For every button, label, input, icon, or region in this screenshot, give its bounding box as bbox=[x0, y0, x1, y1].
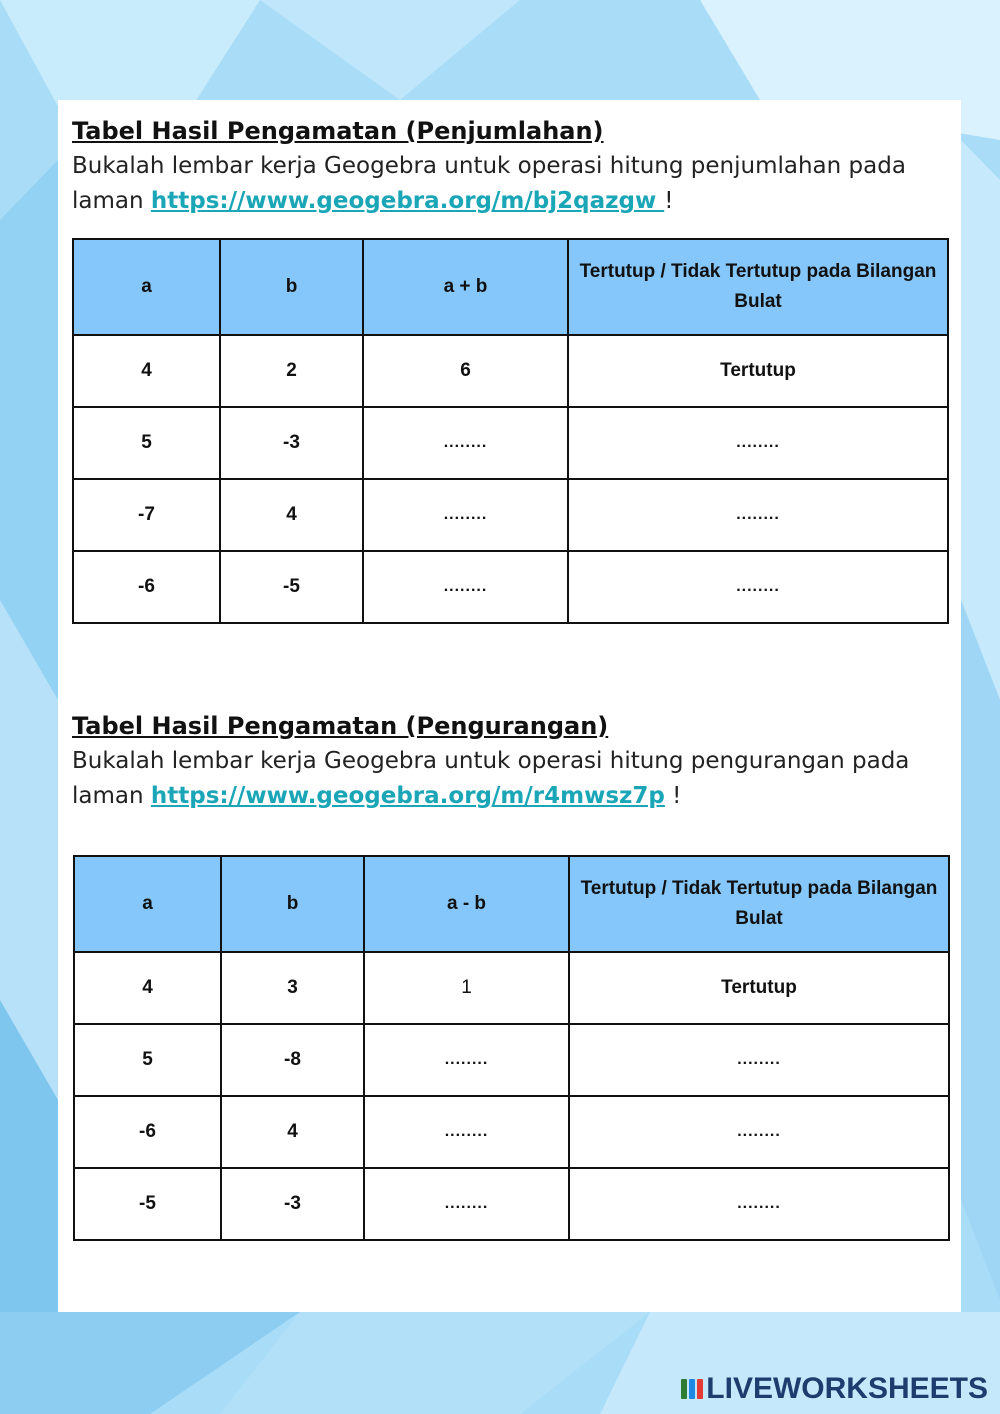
cell-b: -3 bbox=[220, 407, 363, 479]
answer-field-result[interactable]: ........ bbox=[364, 1168, 569, 1240]
answer-field-closure[interactable]: ........ bbox=[568, 551, 948, 623]
cell-b: -3 bbox=[221, 1168, 364, 1240]
section-description bbox=[72, 744, 952, 814]
answer-field-closure[interactable]: ........ bbox=[568, 479, 948, 551]
table-row bbox=[74, 1024, 949, 1096]
header-closure: Tertutup / Tidak Tertutup pada Bilangan Bulat bbox=[568, 239, 948, 335]
answer-field-result[interactable]: ........ bbox=[363, 479, 568, 551]
header-b: b bbox=[220, 239, 363, 335]
table-row bbox=[73, 479, 948, 551]
section-title: Tabel Hasil Pengamatan (Penjumlahan) bbox=[72, 117, 604, 145]
header-sum: a + b bbox=[363, 239, 568, 335]
answer-field-closure[interactable]: ........ bbox=[568, 407, 948, 479]
answer-field-closure[interactable]: ........ bbox=[569, 1168, 949, 1240]
header-a: a bbox=[74, 856, 221, 952]
header-a: a bbox=[73, 239, 220, 335]
table-row bbox=[73, 335, 948, 407]
cell-result: 6 bbox=[363, 335, 568, 407]
cell-a: -6 bbox=[74, 1096, 221, 1168]
table-row bbox=[74, 952, 949, 1024]
table-row bbox=[74, 1168, 949, 1240]
cell-a: -7 bbox=[73, 479, 220, 551]
answer-field-result[interactable]: ........ bbox=[363, 551, 568, 623]
brand-name: LIVEWORKSHEETS bbox=[706, 1372, 988, 1405]
addition-table bbox=[72, 238, 949, 624]
description-prefix: laman bbox=[72, 188, 151, 214]
geogebra-link[interactable]: https://www.geogebra.org/m/r4mwsz7p bbox=[150, 783, 665, 809]
header-b: b bbox=[221, 856, 364, 952]
description-line: Bukalah lembar kerja Geogebra untuk operasi hitung penjumlahan pada bbox=[72, 153, 906, 179]
description-suffix: ! bbox=[664, 188, 674, 214]
table-row bbox=[73, 551, 948, 623]
answer-field-closure[interactable]: ........ bbox=[569, 1024, 949, 1096]
section-subtraction bbox=[72, 708, 952, 814]
geogebra-link[interactable]: https://www.geogebra.org/m/bj2qazgw bbox=[150, 188, 665, 214]
cell-a: 5 bbox=[73, 407, 220, 479]
cell-b: 4 bbox=[221, 1096, 364, 1168]
cell-b: 4 bbox=[220, 479, 363, 551]
cell-closure: Tertutup bbox=[569, 952, 949, 1024]
answer-field-closure[interactable]: ........ bbox=[569, 1096, 949, 1168]
section-description bbox=[72, 149, 952, 219]
subtraction-table bbox=[73, 855, 950, 1241]
cell-a: 4 bbox=[74, 952, 221, 1024]
description-prefix: laman bbox=[72, 783, 151, 809]
cell-closure: Tertutup bbox=[568, 335, 948, 407]
table-header-row bbox=[74, 856, 949, 952]
cell-result: 1 bbox=[364, 952, 569, 1024]
table-row bbox=[73, 407, 948, 479]
cell-b: 3 bbox=[221, 952, 364, 1024]
section-addition bbox=[72, 113, 952, 219]
cell-a: -6 bbox=[73, 551, 220, 623]
header-closure: Tertutup / Tidak Tertutup pada Bilangan Bulat bbox=[569, 856, 949, 952]
section-title: Tabel Hasil Pengamatan (Pengurangan) bbox=[72, 712, 609, 740]
description-line: Bukalah lembar kerja Geogebra untuk operasi hitung pengurangan pada bbox=[72, 748, 910, 774]
cell-b: -8 bbox=[221, 1024, 364, 1096]
liveworksheets-brand bbox=[680, 1372, 988, 1406]
cell-a: -5 bbox=[74, 1168, 221, 1240]
cell-a: 5 bbox=[74, 1024, 221, 1096]
cell-b: 2 bbox=[220, 335, 363, 407]
header-difference: a - b bbox=[364, 856, 569, 952]
answer-field-result[interactable]: ........ bbox=[364, 1024, 569, 1096]
liveworksheets-logo-icon bbox=[680, 1377, 704, 1401]
answer-field-result[interactable]: ........ bbox=[364, 1096, 569, 1168]
cell-b: -5 bbox=[220, 551, 363, 623]
cell-a: 4 bbox=[73, 335, 220, 407]
description-suffix: ! bbox=[664, 783, 682, 809]
table-header-row bbox=[73, 239, 948, 335]
answer-field-result[interactable]: ........ bbox=[363, 407, 568, 479]
table-row bbox=[74, 1096, 949, 1168]
